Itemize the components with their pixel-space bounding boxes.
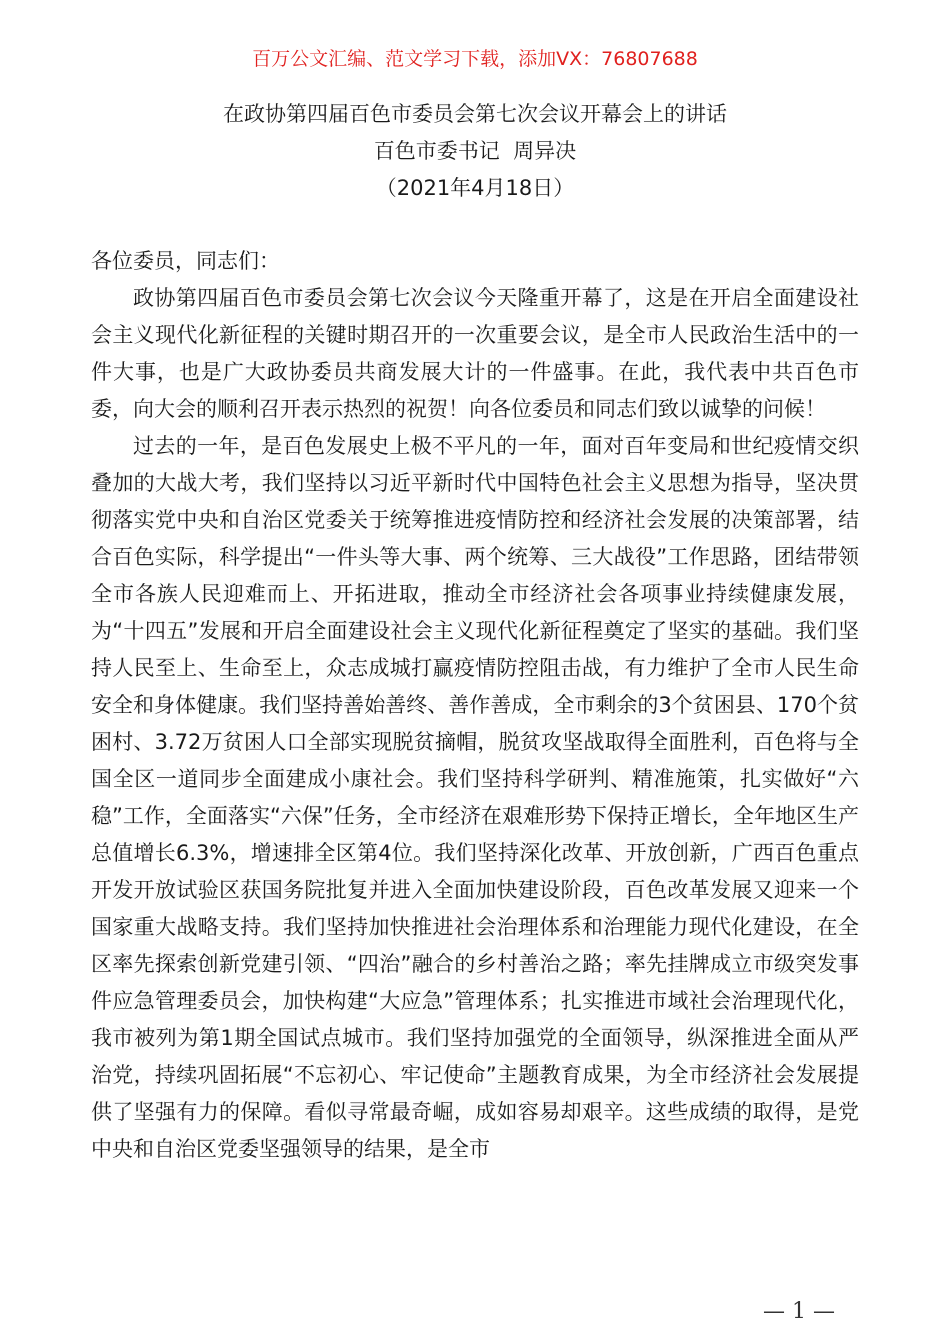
- speech-date: （2021年4月18日）: [375, 176, 575, 200]
- paragraph-review: 过去的一年，是百色发展史上极不平凡的一年，面对百年变局和世纪疫情交织叠加的大战大考，我们坚持以习近平新时代中国特色社会主义思想为指导，坚决贯彻落实党中央和自治区党委关于统筹推进疫情防控和经济社会发展的决策部署，结合百色实际，科学提出“一件头等大事、两个统筹、三大战役”工作思路，团结带领全市各族人民迎难而上、开拓进取，推动全市经济社会各项事业持续健康发展，为“十四五”发展和开启全面建设社会主义现代化新征程奠定了坚实的基础。我们坚持人民至上、生命至上，众志成城打赢疫情防控阻击战，有力维护了全市人民生命安全和身体健康。我们坚持善始善终、善作善成，全市剩余的3个贫困县、170个贫困村、3.72万贫困人口全部实现脱贫摘帽，脱贫攻坚战取得全面胜利，百色将与全国全区一道同步全面建成小康社会。我们坚持科学研判、精准施策，扎实做好“六稳”工作，全面落实“六保”任务，全市经济在艰难形势下保持正增长，全年地区生产总值增长6.3%，增速排全区第4位。我们坚持深化改革、开放创新，广西百色重点开发开放试验区获国务院批复并进入全面加快建设阶段，百色改革发展又迎来一个国家重大战略支持。我们坚持加快推进社会治理体系和治理能力现代化建设，在全区率先探索创新党建引领、“四治”融合的乡村善治之路；率先挂牌成立市级突发事件应急管理委员会，加快构建“大应急”管理体系；扎实推进市域社会治理现代化，我市被列为第1期全国试点城市。我们坚持加强党的全面领导，纵深推进全面从严治党，持续巩固拓展“不忘初心、牢记使命”主题教育成果，为全市经济社会发展提供了坚强有力的保障。看似寻常最奇崛，成如容易却艰辛。这些成绩的取得，是党中央和自治区党委坚强领导的结果，是全市: [91, 434, 859, 1161]
- paragraph-opening: 政协第四届百色市委员会第七次会议今天隆重开幕了，这是在开启全面建设社会主义现代化新征程的关键时期召开的一次重要会议，是全市人民政治生活中的一件大事，也是广大政协委员共商发展大计的一件盛事。在此，我代表中共百色市委，向大会的顺利召开表示热烈的祝贺！向各位委员和同志们致以诚挚的问候！: [91, 286, 859, 421]
- speech-title-block: [0, 96, 950, 207]
- speaker-line: 百色市委书记 周异决: [373, 139, 577, 163]
- speech-title: 在政协第四届百色市委员会第七次会议开幕会上的讲话: [223, 102, 727, 126]
- page-number: — 1 —: [763, 1299, 835, 1324]
- speech-body: [91, 243, 859, 1168]
- header-watermark-note: 百万公文汇编、范文学习下载，添加VX：76807688: [252, 48, 698, 70]
- salutation: 各位委员，同志们：: [91, 249, 280, 273]
